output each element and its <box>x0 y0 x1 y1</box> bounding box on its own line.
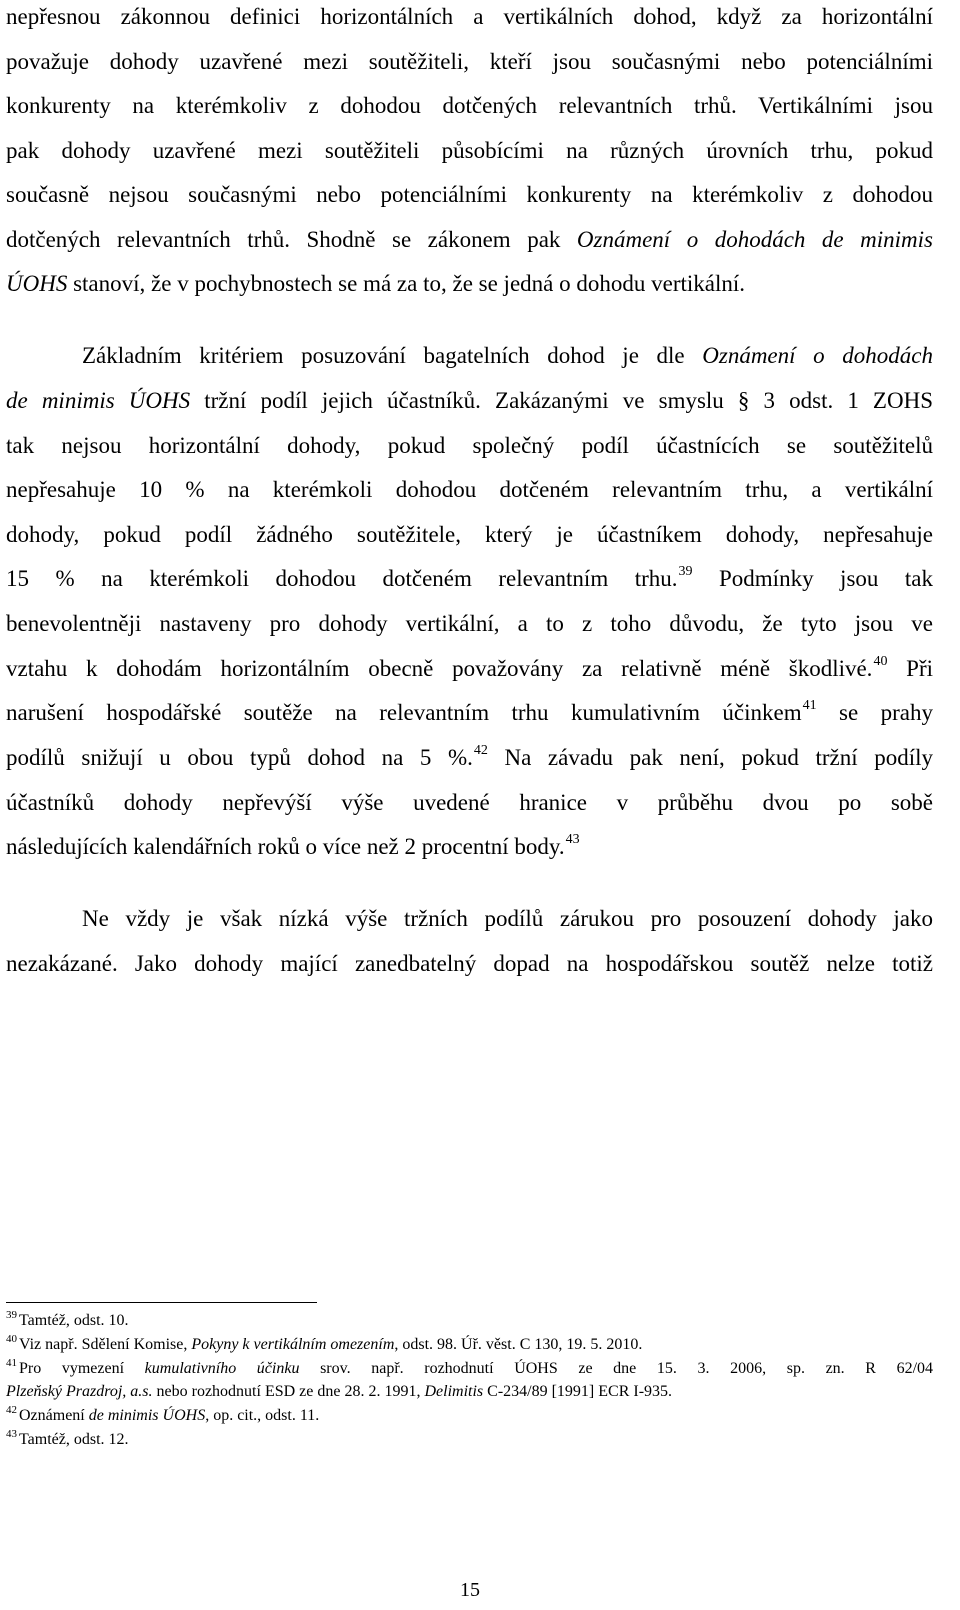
paragraph-1-line-2: považuje dohody uzavřené mezi soutěžiteli, kteří jsou současnými nebo potenciálními <box>6 49 933 74</box>
paragraph-1-line-5: současně nejsou současnými nebo potenciálními konkurenty na kterémkoliv z dohodou <box>6 182 933 207</box>
text-run: následujících kalendářních roků o více než 2 procentní body. <box>6 834 565 859</box>
paragraph-2-line-2 <box>6 386 933 416</box>
paragraph-2-line-7: benevolentněji nastaveny pro dohody vertikální, a to z toho důvodu, že tyto jsou ve <box>6 611 933 636</box>
paragraph-2-line-3: tak nejsou horizontální dohody, pokud společný podíl účastnících se soutěžitelů <box>6 433 933 458</box>
footnote-39 <box>6 1310 933 1333</box>
footnote-text: , op. cit., odst. 11. <box>205 1407 320 1424</box>
paragraph-2-line-4: nepřesahuje 10 % na kterémkoli dohodou dotčeném relevantním trhu, a vertikální <box>6 477 933 502</box>
footnote-text: Viz např. Sdělení Komise, <box>19 1336 192 1353</box>
text-run: 15 % na kterémkoli dohodou dotčeném relevantním trhu. <box>6 566 678 591</box>
paragraph-1-line-4: pak dohody uzavřené mezi soutěžiteli působícími na různých úrovních trhu, pokud <box>6 138 933 163</box>
italic-title-run: Oznámení o dohodách de minimis <box>576 227 933 252</box>
text-run: podílů snižují u obou typů dohod na 5 %. <box>6 745 473 770</box>
footnote-ref-43[interactable]: 43 <box>565 832 580 847</box>
text-run: stanoví, že v pochybnostech se má za to, že se jedná o dohodu vertikální. <box>67 271 746 296</box>
footnote-italic-text: Plzeňský Prazdroj, a.s. <box>6 1383 153 1400</box>
footnote-text: , odst. 98. Úř. věst. C 130, 19. 5. 2010. <box>394 1336 643 1353</box>
footnote-ref-41[interactable]: 41 <box>802 698 817 713</box>
footnote-41-line-1 <box>6 1358 933 1381</box>
footnote-number: 39 <box>6 1309 17 1321</box>
paragraph-2-line-12 <box>6 832 933 866</box>
footnote-42 <box>6 1405 933 1428</box>
paragraph-2-line-10 <box>6 743 933 777</box>
paragraph-2-line-6 <box>6 564 933 598</box>
footnote-separator <box>6 1302 317 1303</box>
footnote-41-line-2 <box>6 1381 933 1403</box>
text-run: vztahu k dohodám horizontálním obecně považovány za relativně méně škodlivé. <box>6 656 873 681</box>
text-run: tržní podíl jejich účastníků. Zakázanými ve smyslu § 3 odst. 1 ZOHS <box>190 388 933 413</box>
paragraph-3-line-1: Ne vždy je však nízká výše tržních podílů zárukou pro posouzení dohody jako <box>82 906 933 931</box>
text-run: Základním kritériem posuzování bagatelních dohod je dle <box>82 343 703 368</box>
text-run: narušení hospodářské soutěže na relevantním trhu kumulativním účinkem <box>6 700 802 725</box>
footnote-number: 43 <box>6 1428 17 1440</box>
footnote-text: Tamtéž, odst. 10. <box>19 1312 129 1329</box>
footnote-text: C-234/89 [1991] ECR I-935. <box>483 1383 673 1400</box>
paragraph-1-line-6 <box>6 225 933 255</box>
footnote-italic-text: kumulativního účinku <box>144 1360 300 1377</box>
paragraph-2-line-8 <box>6 654 933 688</box>
text-run: Na závadu pak není, pokud tržní podíly <box>487 745 933 770</box>
footnote-number: 41 <box>6 1357 17 1369</box>
footnote-text: nebo rozhodnutí ESD ze dne 28. 2. 1991, <box>152 1383 425 1400</box>
paragraph-1-line-3: konkurenty na kterémkoliv z dohodou dotčených relevantních trhů. Vertikálními jsou <box>6 93 933 118</box>
footnote-43 <box>6 1429 933 1452</box>
footnote-italic-text: Pokyny k vertikálním omezením <box>191 1336 395 1353</box>
paragraph-2-line-11: účastníků dohody nepřevýší výše uvedené hranice v průběhu dvou po sobě <box>6 790 933 815</box>
italic-title-run: ÚOHS <box>6 271 68 296</box>
footnote-ref-42[interactable]: 42 <box>473 743 488 758</box>
paragraph-2-line-9 <box>6 698 933 732</box>
footnote-ref-40[interactable]: 40 <box>873 654 888 669</box>
italic-title-run: Oznámení o dohodách <box>702 343 933 368</box>
footnote-text: Pro vymezení <box>19 1360 145 1377</box>
footnote-italic-text: Delimitis <box>424 1383 484 1400</box>
footnote-ref-39[interactable]: 39 <box>678 564 693 579</box>
italic-title-run: de minimis ÚOHS <box>6 388 191 413</box>
text-run: se prahy <box>816 700 934 725</box>
footnote-number: 42 <box>6 1404 17 1416</box>
footnote-text: srov. např. rozhodnutí ÚOHS ze dne 15. 3. 2006, sp. zn. R 62/04 <box>299 1360 934 1377</box>
text-run: dotčených relevantních trhů. Shodně se zákonem pak <box>6 227 577 252</box>
footnote-text: Tamtéž, odst. 12. <box>19 1431 129 1448</box>
footnote-number: 40 <box>6 1333 17 1345</box>
paragraph-1-line-7 <box>6 269 933 299</box>
footnote-italic-text: de minimis ÚOHS <box>88 1407 206 1424</box>
paragraph-2-line-1 <box>82 341 933 371</box>
footnote-40 <box>6 1334 933 1357</box>
paragraph-3-line-2: nezakázané. Jako dohody mající zanedbatelný dopad na hospodářskou soutěž nelze totiž <box>6 951 933 976</box>
text-run: Podmínky jsou tak <box>692 566 933 591</box>
text-run: Při <box>887 656 933 681</box>
footnote-text: Oznámení <box>19 1407 89 1424</box>
page-number: 15 <box>460 1579 480 1601</box>
paragraph-2-line-5: dohody, pokud podíl žádného soutěžitele, který je účastníkem dohody, nepřesahuje <box>6 522 933 547</box>
paragraph-1-line-1: nepřesnou zákonnou definici horizontálních a vertikálních dohod, když za horizontální <box>6 4 933 29</box>
